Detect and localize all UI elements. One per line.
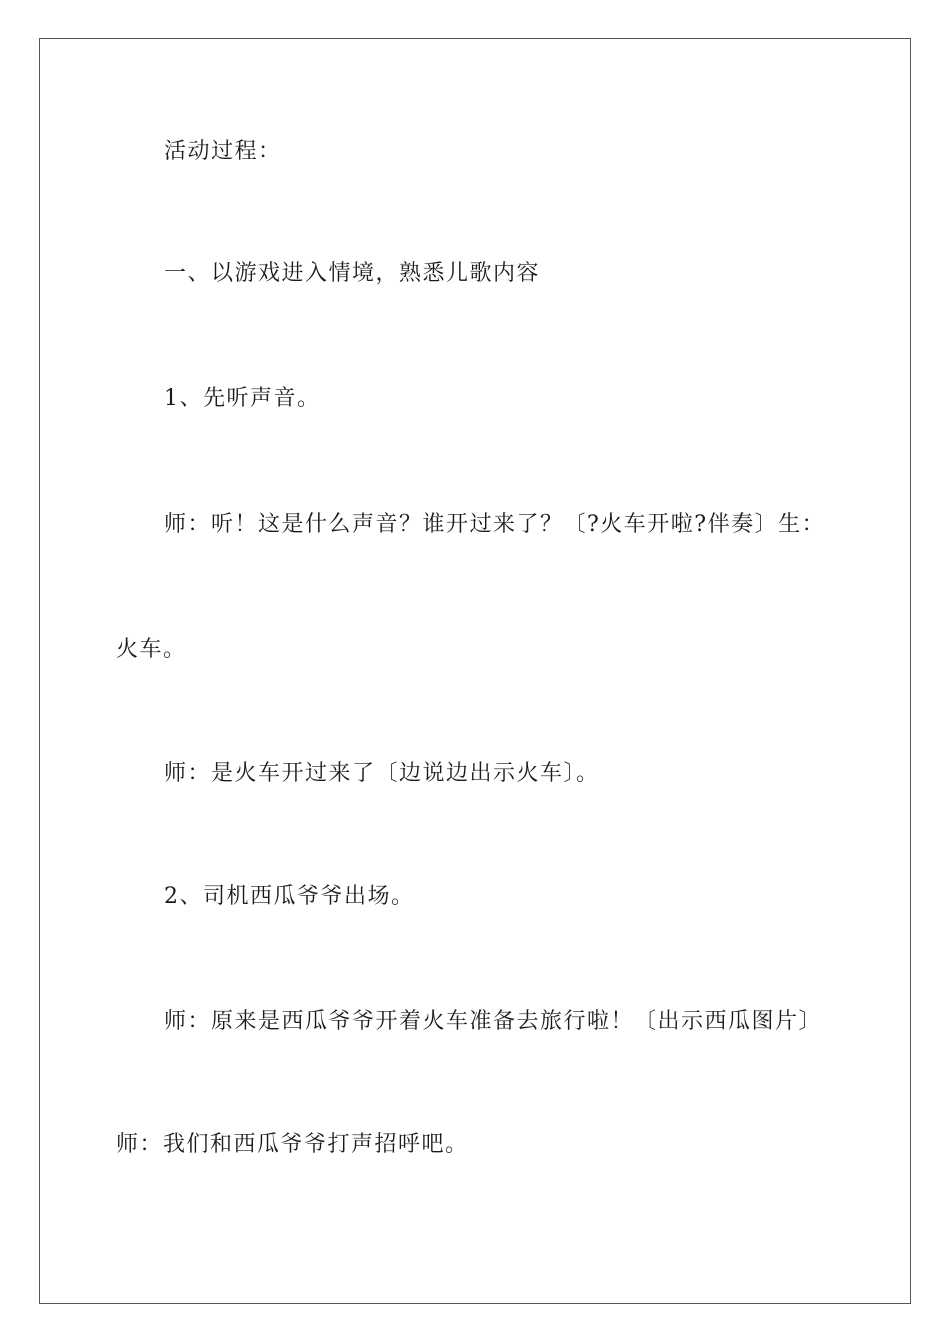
step-2-heading: 2、司机西瓜爷爷出场。 bbox=[164, 884, 415, 909]
dialogue-line: 师：原来是西瓜爷爷开着火车准备去旅行啦！〔出示西瓜图片〕 bbox=[164, 1009, 823, 1034]
dialogue-line: 师：是火车开过来了〔边说边出示火车〕。 bbox=[164, 761, 600, 786]
page-border bbox=[39, 38, 911, 1304]
section-heading-part-one: 一、以游戏进入情境，熟悉儿歌内容 bbox=[164, 261, 541, 286]
dialogue-line-continuation: 火车。 bbox=[116, 637, 187, 662]
dialogue-line: 师：听！这是什么声音？谁开过来了？〔?火车开啦?伴奏〕生： bbox=[164, 512, 826, 537]
step-1-heading: 1、先听声音。 bbox=[164, 386, 321, 411]
dialogue-line: 师：我们和西瓜爷爷打声招呼吧。 bbox=[116, 1132, 469, 1157]
section-heading-activity-process: 活动过程： bbox=[164, 139, 282, 164]
